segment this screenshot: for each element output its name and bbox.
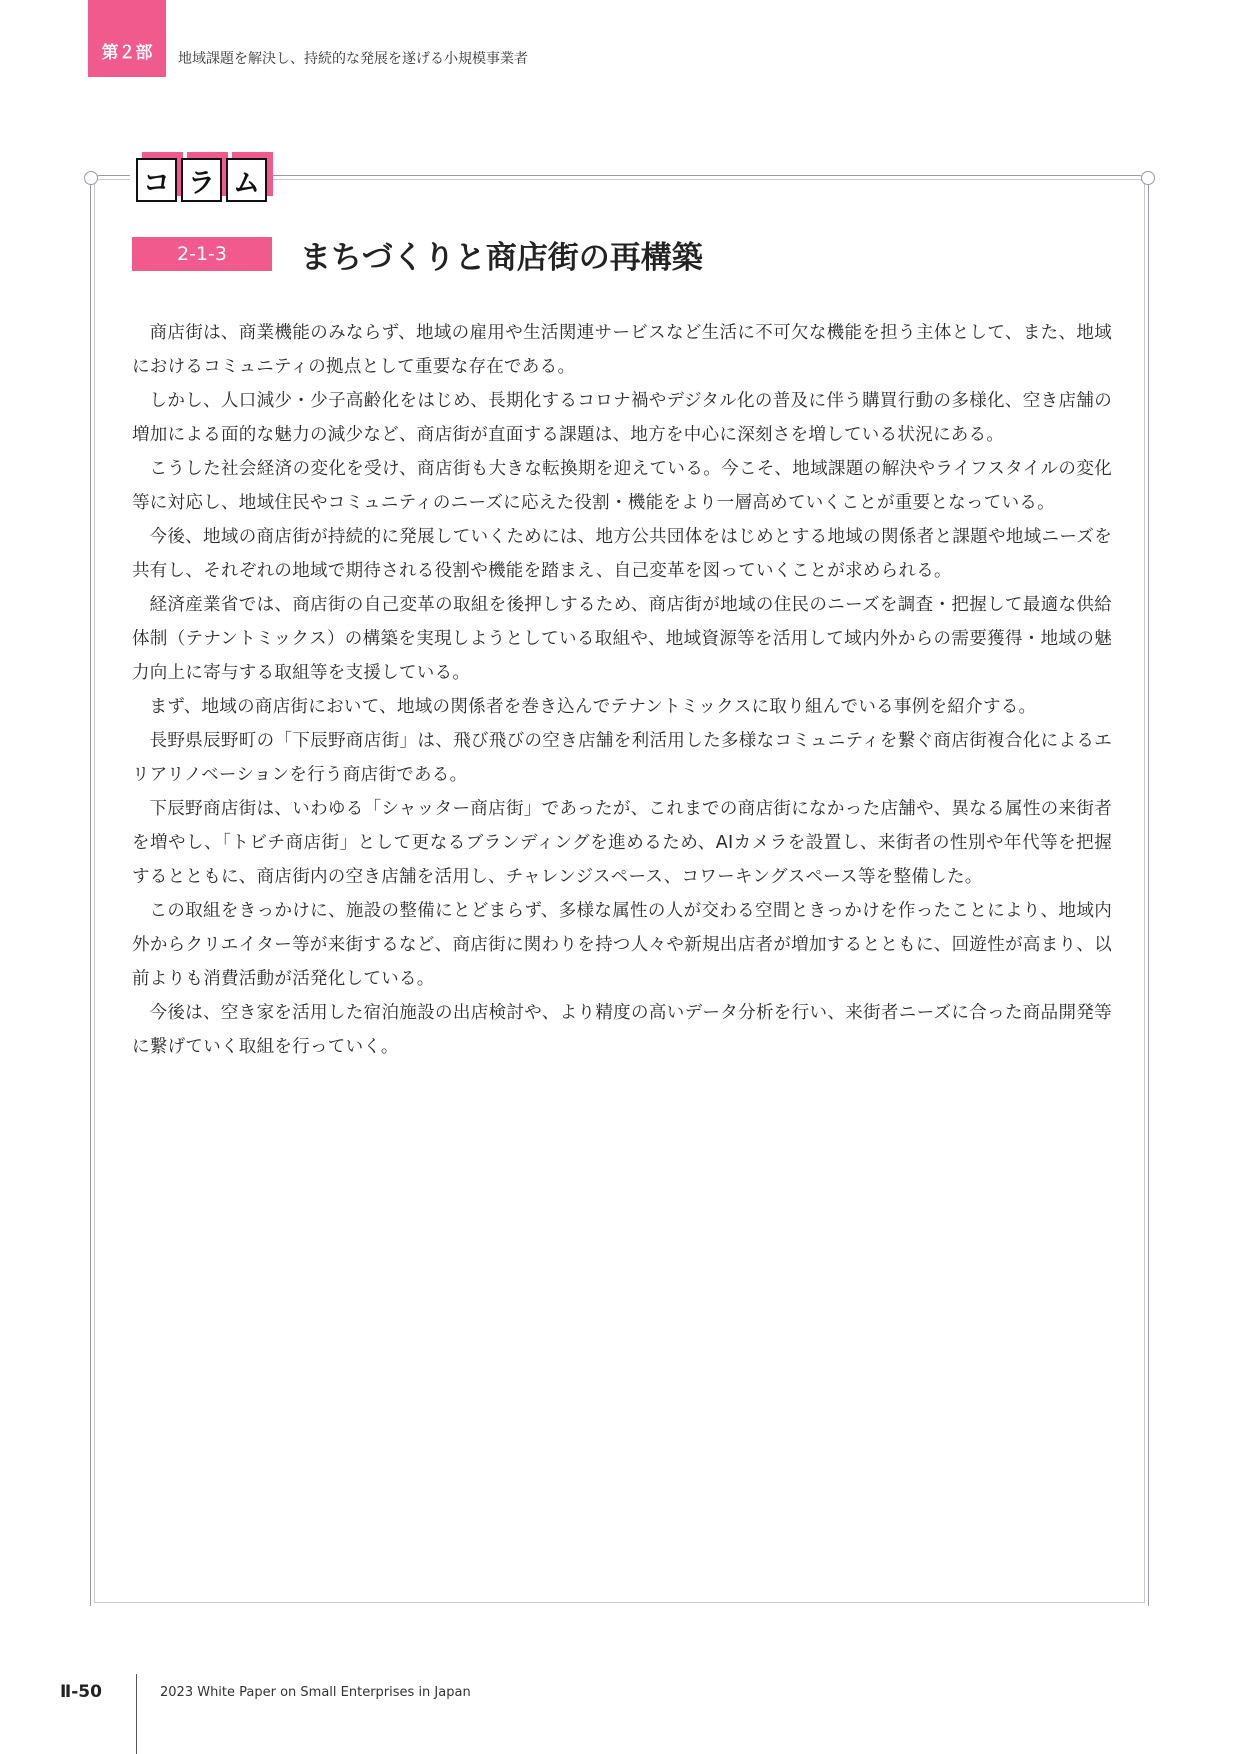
- page-number: Ⅱ-50: [60, 1682, 102, 1702]
- column-body: [132, 316, 1112, 1064]
- badge-char: ラ: [181, 158, 222, 202]
- paragraph: 今後は、空き家を活用した宿泊施設の出店検討や、より精度の高いデータ分析を行い、来街者ニーズに合った商品開発等に繋げていく取組を行っていく。: [132, 1003, 1112, 1057]
- paragraph: 商店街は、商業機能のみならず、地域の雇用や生活関連サービスなど生活に不可欠な機能を担う主体として、また、地域におけるコミュニティの拠点として重要な存在である。: [132, 323, 1112, 377]
- paragraph: 下辰野商店街は、いわゆる「シャッター商店街」であったが、これまでの商店街になかった店舗や、異なる属性の来街者を増やし、「トビチ商店街」として更なるブランディングを進めるため、AIカメラを設置し、来街者の性別や年代等を把握するとともに、商店街内の空き店舗を活用し、チャレンジスペース、コワーキングスペース等を整備した。: [132, 799, 1112, 887]
- paragraph: まず、地域の商店街において、地域の関係者を巻き込んでテナントミックスに取り組んでいる事例を紹介する。: [149, 697, 1037, 717]
- publication-title: 2023 White Paper on Small Enterprises in Japan: [160, 1685, 471, 1700]
- paragraph: しかし、人口減少・少子高齢化をはじめ、長期化するコロナ禍やデジタル化の普及に伴う購買行動の多様化、空き店舗の増加による面的な魅力の減少など、商店街が直面する課題は、地方を中心に深刻さを増している状況にある。: [132, 391, 1112, 445]
- paragraph: この取組をきっかけに、施設の整備にとどまらず、多様な属性の人が交わる空間ときっかけを作ったことにより、地域内外からクリエイター等が来街するなど、商店街に関わりを持つ人々や新規出店者が増加するとともに、回遊性が高まり、以前よりも消費活動が活発化している。: [132, 901, 1112, 989]
- badge-char: ム: [226, 158, 267, 202]
- frame-notch-left: [84, 171, 98, 185]
- paragraph: 経済産業省では、商店街の自己変革の取組を後押しするため、商店街が地域の住民のニーズを調査・把握して最適な供給体制（テナントミックス）の構築を実現しようとしている取組や、地域資源等を活用して域内外からの需要獲得・地域の魅力向上に寄与する取組等を支援している。: [132, 595, 1112, 683]
- part-title: 地域課題を解決し、持続的な発展を遂げる小規模事業者: [178, 51, 528, 67]
- frame-notch-right: [1141, 171, 1155, 185]
- paragraph: 長野県辰野町の「下辰野商店街」は、飛び飛びの空き店舗を利活用した多様なコミュニティを繋ぐ商店街複合化によるエリアリノベーションを行う商店街である。: [132, 731, 1112, 785]
- column-title: まちづくりと商店街の再構築: [300, 240, 703, 276]
- paragraph: こうした社会経済の変化を受け、商店街も大きな転換期を迎えている。今こそ、地域課題の解決やライフスタイルの変化等に対応し、地域住民やコミュニティのニーズに応えた役割・機能をより一層高めていくことが重要となっている。: [132, 459, 1112, 513]
- footer-divider: [136, 1674, 137, 1754]
- part-label: 第２部: [101, 43, 153, 63]
- paragraph: 今後、地域の商店街が持続的に発展していくためには、地方公共団体をはじめとする地域の関係者と課題や地域ニーズを共有し、それぞれの地域で期待される役割や機能を踏まえ、自己変革を図っていくことが求められる。: [132, 527, 1112, 581]
- column-badge: [130, 150, 273, 202]
- part-tab: [88, 0, 166, 77]
- column-number: 2-1-3: [132, 237, 272, 271]
- badge-char: コ: [136, 158, 177, 202]
